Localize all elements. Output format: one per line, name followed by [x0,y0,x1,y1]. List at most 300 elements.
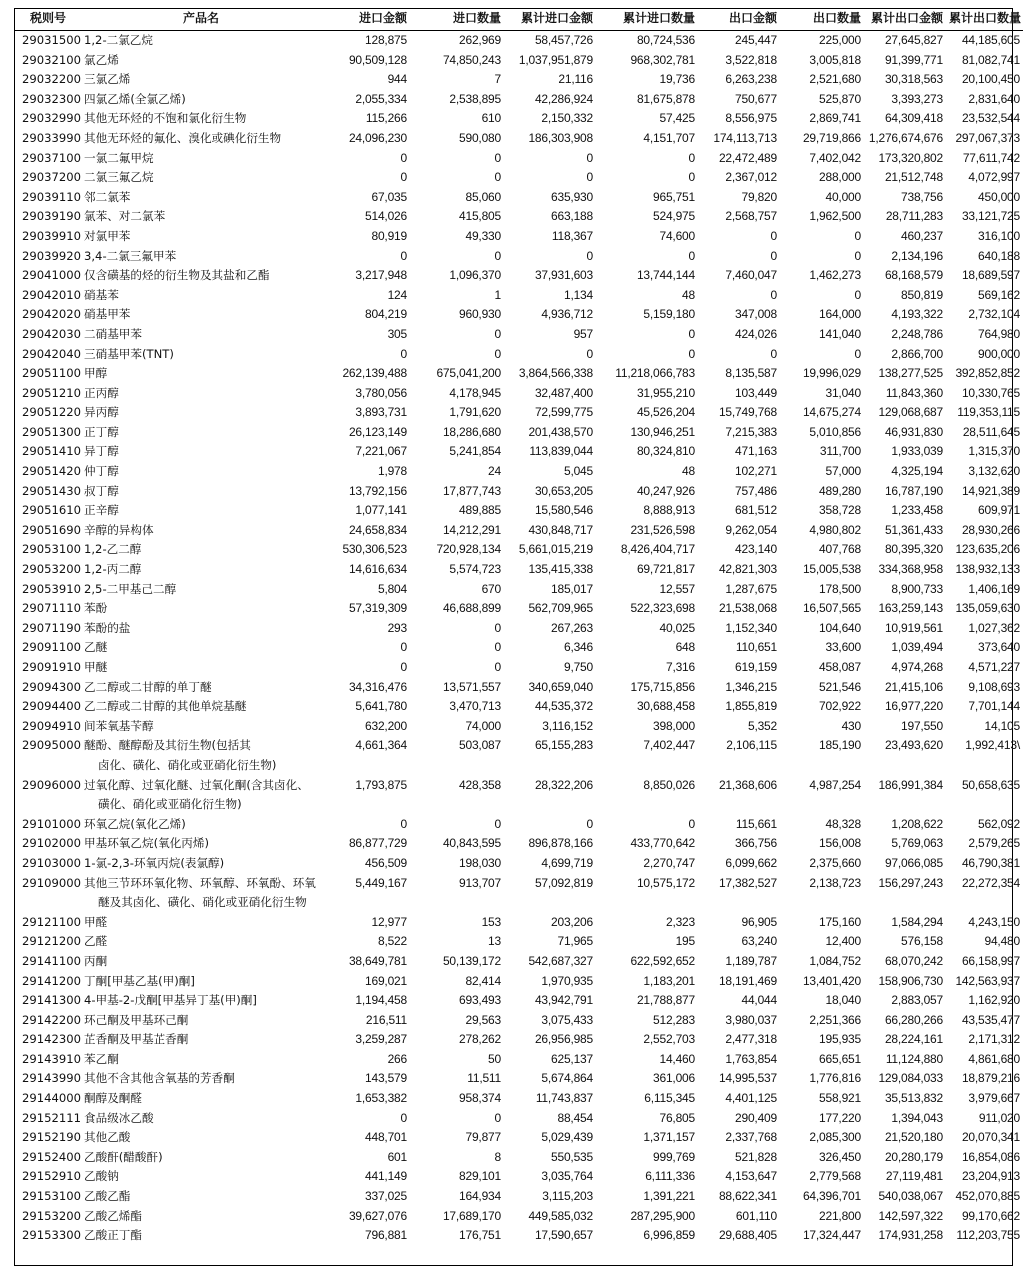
cell-cum-export-value: 738,756 [901,189,943,204]
cell-export-value: 18,191,469 [718,973,777,988]
cell-cum-import-value: 0 [586,346,593,361]
cell-export-value: 6,263,238 [725,72,777,87]
cell-export-qty: 1,462,273 [809,268,861,283]
cell-import-qty: 0 [494,248,501,263]
cell-cum-import-value: 58,457,726 [534,33,593,47]
cell-cum-export-qty: 2,831,640 [968,91,1020,106]
cell-export-qty: 221,800 [819,1208,861,1223]
table-row [14,697,1023,717]
cell-import-value: 0 [400,1110,407,1125]
table-row [14,325,1023,345]
cell-cum-import-qty: 6,996,859 [643,1228,695,1243]
cell-cum-import-qty: 2,323 [665,914,695,929]
cell-export-value: 3,980,037 [725,1012,777,1027]
cell-import-value: 262,139,488 [342,366,407,381]
cell-export-qty: 14,675,274 [802,405,861,420]
cell-product-name: 氯苯、对二氯苯 [84,209,166,224]
cell-tariff-code: 29091910 [22,660,82,674]
cell-tariff-code: 29051410 [22,444,82,459]
cell-cum-import-value: 0 [586,150,593,165]
cell-cum-import-qty: 10,575,172 [636,875,695,890]
cell-tariff-code: 29152910 [22,1169,82,1184]
cell-import-value: 1,978 [377,464,407,479]
table-row [14,423,1023,443]
cell-cum-export-qty: 392,852,852 [955,366,1020,381]
cell-import-value: 305 [387,326,407,341]
cell-export-qty: 141,040 [819,326,861,341]
cell-cum-export-qty: 14,921,389 [961,483,1020,498]
cell-export-qty: 2,375,660 [809,855,861,870]
cell-export-qty: 2,085,300 [809,1130,861,1145]
cell-cum-import-value: 88,454 [557,1110,593,1125]
table-row [14,1011,1023,1031]
cell-import-value: 1,194,458 [355,993,407,1008]
cell-cum-export-qty: 4,571,227 [968,660,1020,674]
table-row [14,305,1023,325]
cell-cum-export-qty: 99,170,662 [961,1208,1020,1223]
cell-cum-import-value: 562,709,965 [528,601,593,616]
cell-export-qty: 19,996,029 [802,366,861,381]
cell-cum-export-qty: 142,563,937 [955,973,1020,988]
cell-import-value: 448,701 [365,1130,407,1145]
cell-cum-import-value: 3,864,566,338 [518,366,593,381]
cell-product-name: 三氯乙烯 [84,72,131,87]
cell-export-value: 79,820 [741,189,777,204]
cell-product-name: 乙酸酐(醋酸酐) [84,1149,163,1164]
cell-export-qty: 0 [854,228,861,243]
cell-cum-import-value: 32,487,400 [534,385,593,400]
table-row [14,1226,1023,1246]
cell-cum-import-value: 3,115,203 [542,1189,593,1204]
table-row-continuation [14,795,1023,815]
table-body [14,31,1023,1246]
cell-cum-export-qty: 1,406,169 [968,581,1020,596]
cell-import-qty: 176,751 [459,1228,501,1243]
cell-product-name [82,795,320,815]
cell-cum-import-value: 30,653,205 [534,483,593,498]
cell-cum-export-qty: 18,879,216 [961,1071,1020,1086]
cell-cum-import-value: 4,936,712 [541,307,593,322]
cell-export-qty: 57,000 [825,464,861,479]
cell-cum-import-value: 65,155,283 [534,738,593,753]
cell-cum-import-value: 15,580,546 [534,503,593,518]
cell-cum-export-qty: 373,640 [978,640,1020,655]
cell-tariff-code: 29102000 [22,836,82,851]
cell-cum-export-value: 20,280,179 [884,1149,943,1164]
cell-import-qty: 415,805 [459,209,501,224]
cell-cum-import-value: 5,029,439 [541,1130,593,1145]
cell-cum-import-qty: 30,688,458 [636,699,695,714]
table-row [14,227,1023,247]
cell-import-qty: 0 [494,170,501,185]
cell-tariff-code: 29032200 [22,72,82,87]
product-name-continuation: 磺化、硝化或亚硝化衍生物) [98,797,242,812]
cell-product-name: 芷香酮及甲基芷香酮 [84,1032,189,1047]
cell-import-qty: 913,707 [459,875,501,890]
cell-tariff-code: 29103000 [22,855,82,870]
table-row [14,266,1023,286]
cell-cum-export-value: 156,297,243 [878,875,943,890]
cell-cum-export-qty: 1,315,370 [968,444,1020,459]
cell-export-qty: 195,935 [819,1032,861,1047]
cell-export-qty: 15,005,538 [802,562,861,577]
cell-import-value: 530,306,523 [342,542,407,557]
cell-import-value: 57,319,309 [348,601,407,616]
cell-import-qty: 1 [494,287,501,302]
cell-tariff-code: 29039910 [22,228,82,243]
cell-product-name: 二硝基甲苯 [84,326,142,341]
cell-cum-export-qty: 16,854,086 [961,1149,1020,1164]
cell-import-value: 216,511 [365,1012,407,1027]
table-row [14,1109,1023,1129]
cell-cum-export-value: 5,769,063 [891,836,943,851]
table-row [14,717,1023,737]
cell-import-value: 3,217,948 [355,268,407,283]
cell-import-qty: 17,877,743 [442,483,501,498]
cell-cum-import-qty: 648 [675,640,695,655]
cell-cum-import-qty: 0 [688,816,695,831]
cell-import-qty: 79,877 [465,1130,501,1145]
table-row [14,168,1023,188]
cell-product-name: 间苯氧基苄醇 [84,718,154,733]
cell-export-qty: 0 [854,248,861,263]
cell-product-name: 乙酸乙酯 [84,1189,131,1204]
cell-import-value: 0 [400,660,407,674]
cell-import-value: 13,792,156 [348,483,407,498]
cell-cum-import-qty: 2,270,747 [643,855,695,870]
cell-product-name: 硝基甲苯 [84,307,131,322]
cell-cum-import-value: 26,956,985 [534,1032,593,1047]
cell-cum-import-qty: 81,675,878 [636,91,695,106]
cell-product-name: 正丙醇 [84,385,119,400]
cell-export-value: 14,995,537 [718,1071,777,1086]
cell-tariff-code: 29152111 [22,1110,82,1125]
cell-export-value: 423,140 [735,542,777,557]
cell-cum-export-value: 27,645,827 [884,33,943,47]
cell-import-qty: 164,934 [459,1189,501,1204]
cell-export-value: 102,271 [735,464,777,479]
cell-cum-import-qty: 80,724,536 [636,33,695,47]
cell-import-qty: 14,212,291 [442,522,501,537]
cell-cum-import-qty: 433,770,642 [630,836,695,851]
cell-cum-import-qty: 361,006 [653,1071,695,1086]
cell-product-name: 食品级冰乙酸 [84,1110,154,1125]
cell-export-value: 17,382,527 [718,875,777,890]
cell-export-value: 7,460,047 [725,268,777,283]
cell-export-qty: 4,987,254 [809,777,861,792]
cell-import-qty: 670 [481,581,501,596]
cell-export-value: 1,287,675 [725,581,777,596]
cell-export-value: 9,262,054 [725,522,777,537]
cell-export-value: 21,538,068 [718,601,777,616]
cell-cum-import-qty: 8,850,026 [643,777,695,792]
header-cum-import-value: 累计进口金额 [504,8,596,31]
cell-cum-export-value: 2,248,786 [891,326,943,341]
table-row [14,1089,1023,1109]
cell-cum-import-qty: 195 [675,934,695,949]
cell-cum-import-qty: 175,715,856 [630,679,695,694]
cell-import-qty: 0 [494,346,501,361]
cell-cum-export-qty: 764,980 [978,326,1020,341]
cell-cum-import-value: 1,134 [563,287,593,302]
cell-export-qty: 358,728 [819,503,861,518]
cell-cum-import-qty: 6,115,345 [644,1091,695,1106]
cell-cum-export-qty: 4,861,680 [968,1051,1020,1066]
cell-import-qty: 198,030 [459,855,501,870]
cell-cum-export-value: 1,394,043 [891,1110,943,1125]
cell-import-value: 124 [387,287,407,302]
cell-import-value: 24,658,834 [348,522,407,537]
cell-cum-export-value: 16,787,190 [884,483,943,498]
table-row [14,207,1023,227]
cell-import-qty: 720,928,134 [436,542,501,557]
cell-import-qty: 675,041,200 [436,366,501,381]
table-row [14,834,1023,854]
cell-import-qty: 489,885 [459,503,501,518]
cell-cum-export-value: 4,193,322 [891,307,943,322]
cell-export-value: 1,189,787 [725,953,777,968]
table-row-continuation [14,756,1023,776]
cell-cum-export-qty: 609,971 [978,503,1020,518]
cell-product-name: 乙酸正丁酯 [84,1228,142,1243]
cell-cum-import-value: 5,045 [563,464,593,479]
cell-cum-import-qty: 8,888,913 [643,503,695,518]
cell-export-qty: 2,779,568 [809,1169,861,1184]
cell-cum-export-qty: 20,100,450 [961,72,1020,87]
cell-cum-import-qty: 19,736 [659,72,695,87]
customs-statistics-table [14,8,1023,1246]
cell-tariff-code: 29051420 [22,464,82,479]
cell-tariff-code: 29094910 [22,718,82,733]
cell-cum-export-qty: 135,059,630 [955,601,1020,616]
cell-import-value [320,795,410,815]
cell-tariff-code: 29042040 [22,346,82,361]
cell-export-value: 2,106,115 [726,738,777,753]
cell-cum-import-qty: 13,744,144 [636,268,695,283]
cell-tariff-code: 29121200 [22,934,82,949]
cell-export-value: 22,472,489 [718,150,777,165]
cell-export-qty: 175,160 [819,914,861,929]
cell-import-qty: 18,286,680 [442,424,501,439]
cell-cum-export-value: 3,393,273 [891,91,943,106]
cell-product-name: 2,5-二甲基己二醇 [84,581,177,596]
cell-import-qty: 960,930 [459,307,501,322]
cell-import-value: 143,579 [365,1071,407,1086]
table-row [14,403,1023,423]
cell-product-name: 三硝基甲苯(TNT) [84,346,174,361]
cell-cum-export-value: 334,368,958 [878,562,943,577]
cell-cum-export-value: 1,276,674,676 [868,130,943,145]
cell-import-value: 266 [387,1051,407,1066]
cell-export-value: 174,113,713 [713,130,777,145]
cell-export-value: 63,240 [741,934,777,949]
cell-import-value: 441,149 [365,1169,407,1184]
cell-cum-export-qty: 297,067,373 [955,130,1020,145]
cell-import-value: 804,219 [365,307,407,322]
cell-export-qty: 29,719,866 [802,130,861,145]
cell-product-name: 正辛醇 [84,503,119,518]
cell-import-qty: 29,563 [465,1012,501,1027]
cell-import-qty [410,756,504,776]
cell-product-name: 异丁醇 [84,444,119,459]
cell-cum-export-qty [946,756,1023,776]
cell-export-qty: 4,980,802 [809,522,861,537]
cell-export-qty: 525,870 [819,91,861,106]
cell-tariff-code: 29153300 [22,1228,82,1243]
table-row [14,109,1023,129]
cell-cum-import-qty: 231,526,598 [630,522,695,537]
cell-cum-export-qty: 4,243,150 [968,914,1020,929]
cell-cum-export-qty: 66,158,997 [961,953,1020,968]
cell-cum-export-value: 850,819 [901,287,943,302]
cell-product-name: 丁酮[甲基乙基(甲)酮] [84,973,195,988]
cell-import-qty [410,795,504,815]
table-row [14,540,1023,560]
cell-import-qty: 5,574,723 [449,562,501,577]
table-row [14,1050,1023,1070]
cell-import-value [320,893,410,913]
cell-cum-import-value: 896,878,166 [528,836,593,851]
cell-import-value: 5,804 [377,581,407,596]
cell-export-value: 681,512 [735,503,777,518]
cell-cum-import-value: 72,599,775 [534,405,593,420]
cell-tariff-code: 29143910 [22,1051,82,1066]
cell-cum-export-value: 174,931,258 [878,1228,943,1243]
cell-export-value: 7,215,383 [725,424,777,439]
cell-cum-export-value: 30,318,563 [884,72,943,87]
cell-cum-export-value: 186,991,384 [878,777,943,792]
cell-tariff-code: 29121100 [22,914,82,929]
table-row [14,521,1023,541]
cell-import-qty: 0 [494,150,501,165]
cell-import-qty: 693,493 [459,993,501,1008]
table-row [14,619,1023,639]
cell-export-qty: 31,040 [825,385,861,400]
cell-cum-import-qty: 524,975 [653,209,695,224]
cell-cum-import-qty: 5,159,180 [643,307,695,322]
cell-export-value: 0 [770,228,777,243]
cell-export-qty: 2,251,366 [809,1012,861,1027]
cell-tariff-code: 29042030 [22,326,82,341]
cell-tariff-code: 29143990 [22,1071,82,1086]
cell-import-qty: 5,241,854 [449,444,501,459]
table-row [14,286,1023,306]
cell-cum-export-qty: 43,535,477 [961,1012,1020,1027]
cell-cum-import-qty: 76,805 [659,1110,695,1125]
cell-cum-import-value: 635,930 [551,189,593,204]
table-row [14,1187,1023,1207]
cell-export-value: 2,568,757 [725,209,777,224]
cell-cum-import-qty: 7,316 [665,660,695,674]
cell-product-name: 苯酚的盐 [84,620,131,635]
cell-export-qty: 225,000 [819,33,861,47]
cell-cum-export-qty: 28,511,645 [962,424,1020,439]
cell-export-qty: 185,190 [819,738,861,753]
cell-cum-import-value: 1,970,935 [541,973,593,988]
cell-cum-export-qty: 18,689,597 [961,268,1020,283]
product-name-continuation: 卤化、磺化、硝化或亚硝化衍生物) [98,757,277,772]
cell-tariff-code: 29101000 [22,816,82,831]
header-cum-export-qty: 累计出口数量 [946,8,1023,31]
cell-cum-export-value: 68,070,242 [884,953,943,968]
cell-cum-export-value: 21,512,748 [884,170,943,185]
table-row [14,1069,1023,1089]
cell-export-value: 0 [770,248,777,263]
cell-cum-import-qty: 11,218,066,783 [615,366,695,381]
cell-cum-import-qty: 2,552,703 [643,1032,695,1047]
cell-cum-export-qty: 1,162,920 [968,993,1020,1008]
cell-cum-export-value: 129,068,687 [878,405,943,420]
cell-cum-import-value: 9,750 [563,660,593,674]
cell-cum-import-qty: 7,402,447 [643,738,695,753]
cell-import-value: 0 [400,346,407,361]
cell-export-value: 245,447 [735,33,777,47]
cell-cum-import-qty: 287,295,900 [630,1208,695,1223]
cell-export-value: 757,486 [735,483,777,498]
cell-import-qty: 590,080 [459,130,501,145]
cell-tariff-code: 29033990 [22,130,82,145]
cell-export-value: 2,477,318 [725,1032,777,1047]
cell-tariff-code: 29095000 [22,738,82,753]
cell-export-value: 366,756 [735,836,777,851]
cell-import-qty: 40,843,595 [442,836,501,851]
cell-cum-export-qty: 94,480 [984,934,1020,949]
header-row [14,8,1023,31]
cell-cum-export-value: 46,931,830 [884,424,943,439]
cell-cum-export-value: 4,974,268 [891,660,943,674]
cell-cum-export-value: 51,361,433 [884,522,943,537]
cell-import-qty: 428,358 [459,777,501,792]
cell-tariff-code: 29141100 [22,953,82,968]
cell-tariff-code: 29051300 [22,424,82,439]
cell-export-qty: 64,396,701 [802,1189,861,1204]
cell-import-value: 514,026 [365,209,407,224]
cell-import-value: 67,035 [371,189,407,204]
cell-product-name: 苯酚 [84,601,108,616]
cell-cum-import-value: 17,590,657 [534,1228,593,1243]
cell-cum-import-value: 201,438,570 [528,424,593,439]
cell-import-value: 8,522 [377,934,407,949]
cell-cum-import-qty: 0 [688,346,695,361]
table-row [14,247,1023,267]
cell-export-value: 3,522,818 [725,52,777,67]
header-cum-import-qty: 累计进口数量 [596,8,698,31]
cell-product-name [82,893,320,913]
table-row [14,384,1023,404]
cell-cum-export-value: 66,280,266 [884,1012,943,1027]
cell-import-qty: 49,330 [465,228,501,243]
cell-product-name: 乙酸乙烯酯 [84,1208,142,1223]
cell-cum-import-qty: 4,151,707 [643,130,695,145]
cell-export-qty: 1,084,752 [809,953,861,968]
cell-tariff-code: 29039190 [22,209,82,224]
cell-import-value: 12,977 [371,914,407,929]
cell-cum-import-value: 42,286,924 [534,91,593,106]
table-row [14,1128,1023,1148]
cell-product-name: 1,2-丙二醇 [84,562,142,577]
cell-import-qty: 50,139,172 [442,953,501,968]
cell-cum-export-value: 142,597,322 [878,1208,943,1223]
cell-product-name: 甲基环氧乙烷(氧化丙烯) [84,836,209,851]
cell-export-value: 347,008 [735,307,777,322]
cell-cum-import-value: 186,303,908 [528,130,593,145]
cell-import-value: 24,096,230 [348,130,407,145]
cell-product-name: 1-氯-2,3-环氧丙烷(表氯醇) [84,855,225,870]
table-row [14,1207,1023,1227]
cell-cum-export-qty: 81,082,741 [961,52,1020,67]
cell-cum-import-qty: 48 [682,464,695,479]
cell-cum-import-value: 118,367 [551,228,593,243]
